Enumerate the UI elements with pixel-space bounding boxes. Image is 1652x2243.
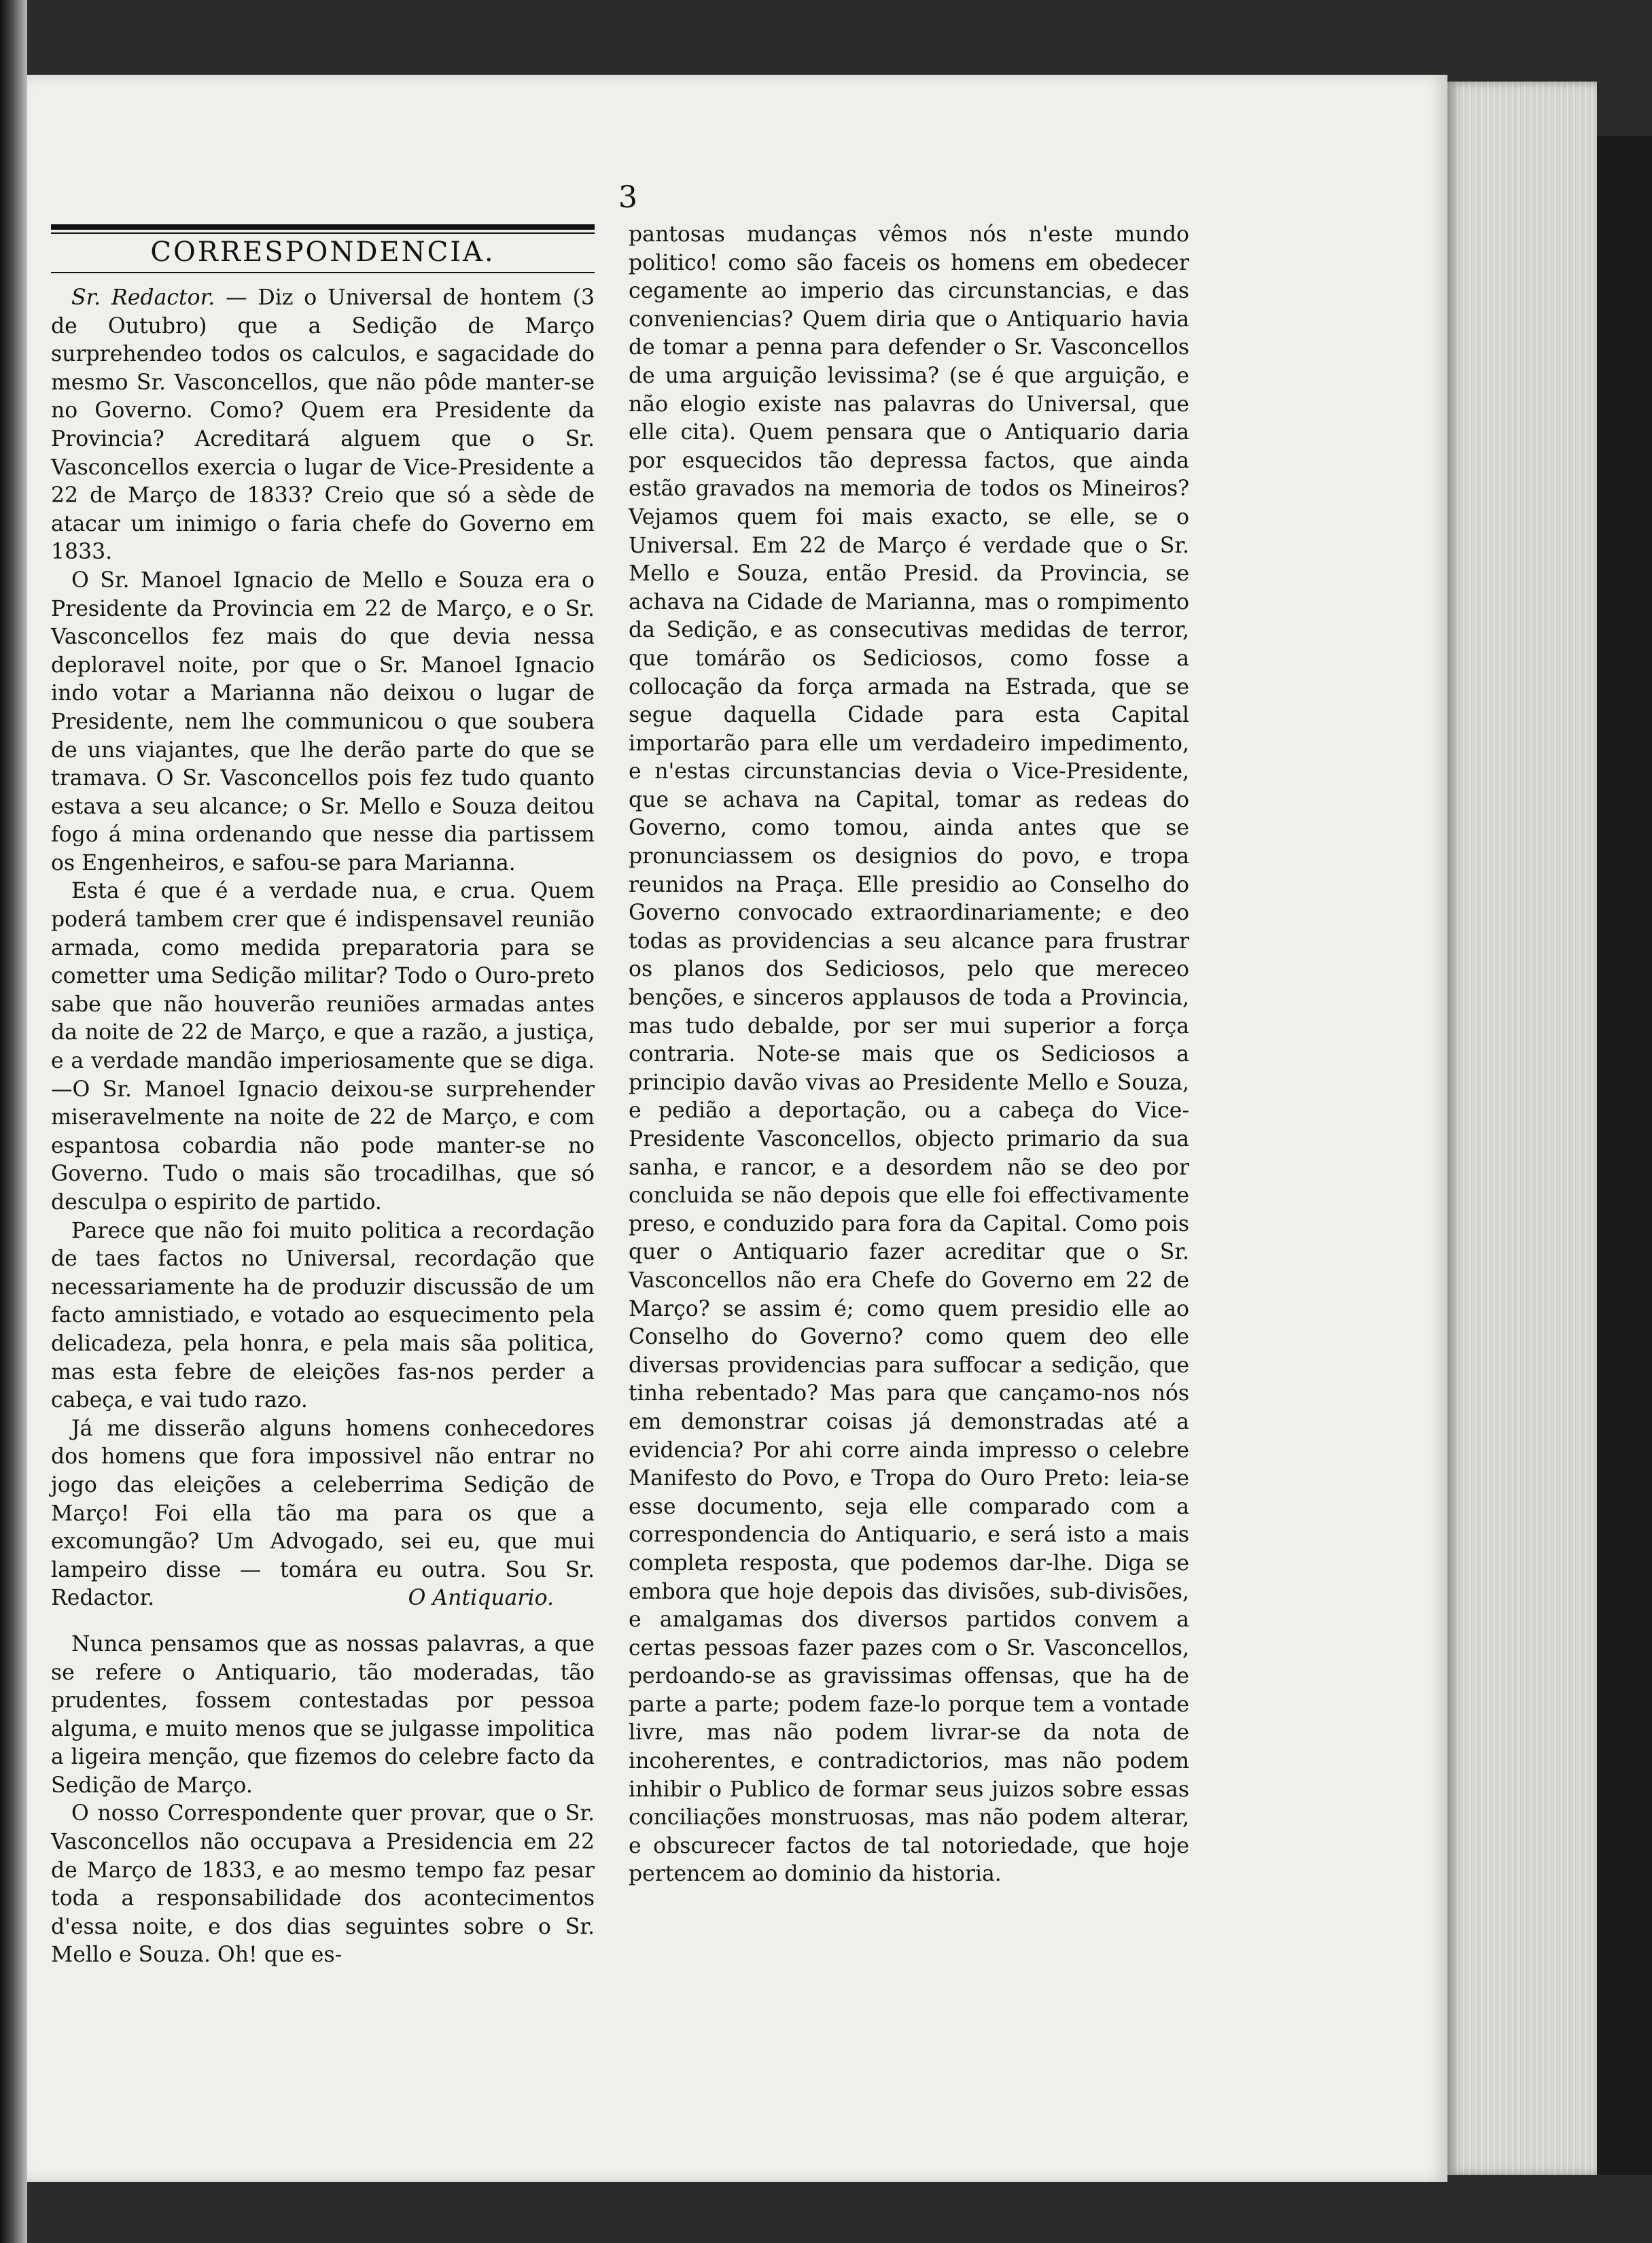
page-stack-edges xyxy=(1447,82,1597,2175)
section-title: CORRESPONDENCIA. xyxy=(150,237,495,268)
header-rule-thin xyxy=(51,232,595,234)
reply-paragraph-start: O nosso Correspondente quer provar, que o Sr. Vasconcellos não occupava a Presidencia em 22 de Março de 1833, e ao mesmo tempo faz pesar toda a responsabilidade dos acontecimentos d'essa noite, e dos dias seguintes sobre o Sr. Mello e Souza. Oh! que es- xyxy=(51,1801,595,1968)
letter-salutation: Sr. Redactor. xyxy=(71,285,215,310)
reply-paragraph: Nunca pensamos que as nossas palavras, a que se refere o Antiquario, tão moderadas, tão prudentes, fossem contestadas por pessoa alguma, e muito menos que se julgasse impolitica a ligeira menção, que fizemos do celebre facto da Sedição de Março. xyxy=(51,1631,595,1798)
reply-paragraph: pantosas mudanças vêmos nós n'este mundo politico! como são faceis os homens em obedecer cegamente ao imperio das circunstancias, e das conveniencias? Quem diria que o Antiquario havia de tomar a penna para defender o Sr. Vasconcellos de uma arguição levissima? (se é que arguição, e não elogio existe nas palavras do Universal, que elle cita). Quem pensara que o Antiquario daria por esquecidos tão depressa factos, que ainda estão gravados na memoria de todos os Mineiros? Vejamos quem foi mais exacto, se elle, se o Universal. Em 22 de Março é verdade que o Sr. Mello e Souza, então Presid. da Provincia, se achava na Cidade de Marianna, mas o rompimento da Sedição, e as consecutivas medidas de terror, que tomárão os Sediciosos, como fosse a collocação da força armada na Estrada, que se segue daquella Cidade para esta Capital importarão para elle um verdadeiro impedimento, e n'estas circunstancias devia o Vice-Presidente, que se achava na Capital, tomar as redeas do Governo, como tomou, ainda antes que se pronunciassem os designios do povo, e tropa reunidos na Praça. Elle presidio ao Conselho do Governo convocado extraordinariamente; e deo todas as providencias a seu alcance para frustrar os planos dos Sediciosos, pelo que mereceo benções, e sinceros applausos de toda a Provincia, mas tudo debalde, por ser mui superior a força contraria. Note-se mais que os Sediciosos a principio davão vivas ao Presidente Mello e Souza, e pedião a deportação, ou a cabeça do Vice-Presidente Vasconcellos, objecto primario da sua sanha, e rancor, e a desordem não se deo por concluida se não depois que elle foi effectivamente preso, e conduzido para fora da Capital. Como pois quer o Antiquario fazer acreditar que o Sr. Vasconcellos não era Chefe do Governo em 22 de Março? se assim é; como quem presidio elle ao Conselho do Governo? como quem deo elle diversas providencias para suffocar a sedição, que tinha rebentado? Mas para que cançamo-nos nós em demonstrar coisas já demonstradas até a evidencia? Por ahi corre ainda impresso o celebre Manifesto do Povo, e Tropa do Ouro Preto: leia-se esse documento, seja elle comparado com a correspondencia do Antiquario, e será isto a mais completa resposta, que podemos dar-lhe. Diga se embora que hoje depois das divisões, sub-divisões, e amalgamas dos diversos partidos convem a certas pessoas fazer pazes com o Sr. Vasconcellos, perdoando-se as gravissimas offensas, que ha de parte a parte; podem faze-lo porque tem a vontade livre, mas não podem livrar-se da nota de incoherentes, e contradictorios, mas não podem inhibir o Publico de formar seus juizos sobre essas conciliações monstruosas, mas não podem alterar, e obscurecer factos de tal notoriedade, que hoje pertencem ao dominio da historia. xyxy=(629,222,1189,1887)
letter-paragraph: Já me disserão alguns homens conhecedores dos homens que fora impossivel não entrar no jogo das eleições a celeberrima Sedição de Março! Foi ella tão ma para os que a excomungão? Um Advogado, sei eu, que mui lampeiro disse — tomára eu outra. Sou Sr. Redactor. xyxy=(51,1416,595,1611)
book-cover-edge xyxy=(1597,136,1652,2175)
letter-text: — Diz o Universal de hontem (3 de Outubro) que a Sedição de Março surprehendeo todos os calculos, e sagacidade do mesmo Sr. Vasconcellos, que não pôde manter-se no Governo. Como? Quem era Presidente da Provincia? Acreditará alguem que o Sr. Vasconcellos exercia o lugar de Vice-Presidente a 22 de Março de 1833? Creio que só a sède de atacar um inimigo o faria chefe do Governo em 1833. xyxy=(51,285,595,565)
header-rule-bottom xyxy=(51,272,595,273)
letter-paragraph xyxy=(51,284,595,567)
letter-signature: O Antiquario. xyxy=(408,1586,554,1611)
book-spine-edge xyxy=(0,0,27,2243)
page-number: 3 xyxy=(618,180,637,215)
letter-paragraph: O Sr. Manoel Ignacio de Mello e Souza era o Presidente da Provincia em 22 de Março, e o Sr. Vasconcellos fez mais do que devia nessa deploravel noite, por que o Sr. Manoel Ignacio indo votar a Marianna não deixou o lugar de Presidente, nem lhe communicou o que soubera de uns viajantes, que lhe derão parte do que se tramava. O Sr. Vasconcellos pois fez tudo quanto estava a seu alcance; o Sr. Mello e Souza deitou fogo á mina ordenando que nesse dia partissem os Engenheiros, e safou-se para Marianna. xyxy=(51,568,595,875)
left-column xyxy=(51,284,595,1970)
right-column xyxy=(629,221,1189,1889)
letter-paragraph: Parece que não foi muito politica a recordação de taes factos no Universal, recordação que necessariamente ha de produzir discussão de um facto amnistiado, e votado ao esquecimento pela delicadeza, pela honra, e pela mais sãa politica, mas esta febre de eleições fas-nos perder a cabeça, e vai tudo razo. xyxy=(51,1218,595,1413)
letter-paragraph: Esta é que é a verdade nua, e crua. Quem poderá tambem crer que é indispensavel reunião armada, como medida preparatoria para se cometter uma Sedição militar? Todo o Ouro-preto sabe que não houverão reuniões armadas antes da noite de 22 de Março, e que a razão, a justiça, e a verdade mandão imperiosamente que se diga.—O Sr. Manoel Ignacio deixou-se surprehender miseravelmente na noite de 22 de Março, e com espantosa cobardia não pode manter-se no Governo. Tudo o mais são trocadilhas, que só desculpa o espirito de partido. xyxy=(51,879,595,1215)
header-rule xyxy=(51,224,595,230)
